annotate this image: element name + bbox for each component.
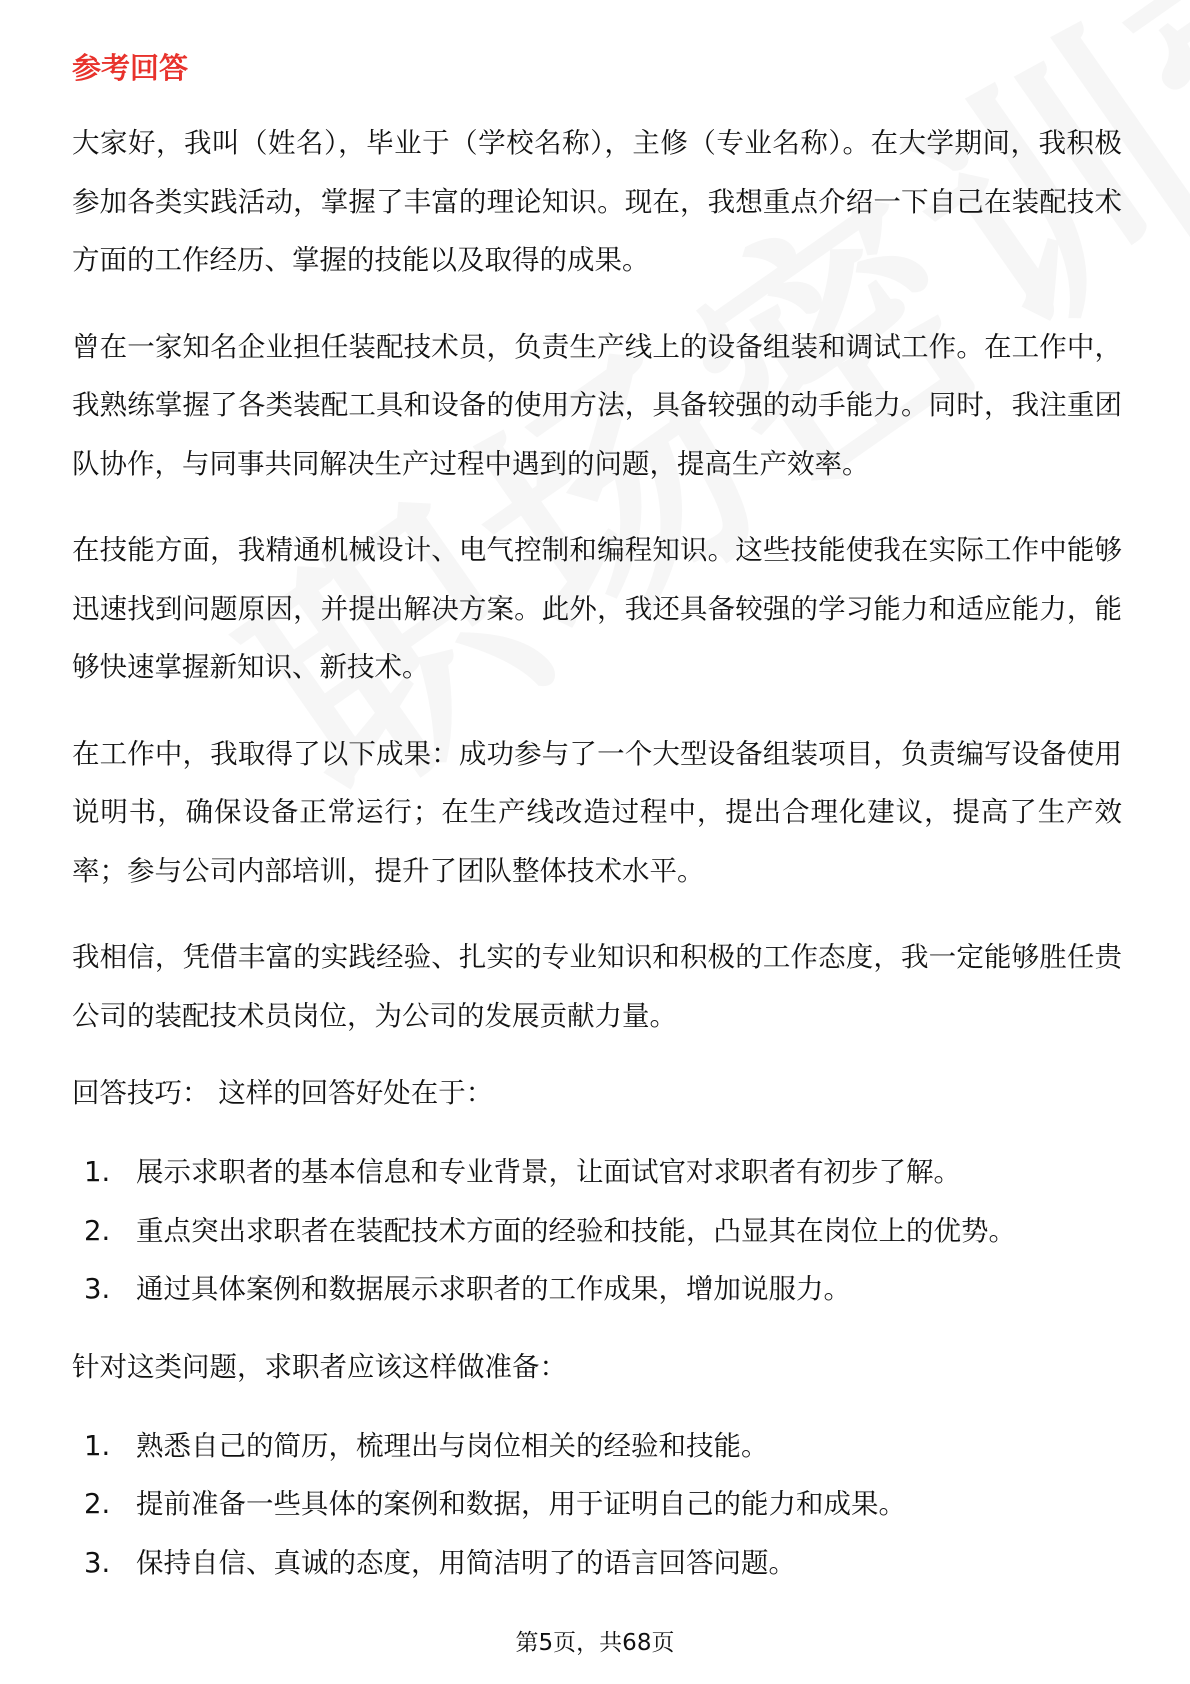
list-text: 通过具体案例和数据展示求职者的工作成果，增加说服力。 bbox=[136, 1273, 851, 1305]
list-text: 重点突出求职者在装配技术方面的经验和技能，凸显其在岗位上的优势。 bbox=[136, 1214, 1016, 1247]
list-number: 1. bbox=[84, 1429, 111, 1462]
paragraph-conclusion: 我相信，凭借丰富的实践经验、扎实的专业知识和积极的工作态度，我一定能够胜任贵公司的装配技术员岗位，为公司的发展贡献力量。 bbox=[72, 941, 1122, 1032]
list-text: 保持自信、真诚的态度，用简洁明了的语言回答问题。 bbox=[136, 1546, 796, 1579]
list-text: 提前准备一些具体的案例和数据，用于证明自己的能力和成果。 bbox=[136, 1488, 906, 1520]
list-item bbox=[84, 1475, 1122, 1534]
list-number: 2. bbox=[84, 1488, 111, 1520]
section-title: 参考回答 bbox=[72, 51, 189, 85]
paragraph-achievements: 在工作中，我取得了以下成果：成功参与了一个大型设备组装项目，负责编写设备使用说明书，确保设备正常运行；在生产线改造过程中，提出合理化建议，提高了生产效率；参与公司内部培训，提升了团队整体技术水平。 bbox=[72, 737, 1122, 887]
page-footer: 第5页，共68页 bbox=[515, 1630, 675, 1656]
list-number: 2. bbox=[84, 1214, 111, 1247]
list-number: 1. bbox=[84, 1156, 111, 1188]
tips-label: 回答技巧： 这样的回答好处在于： bbox=[72, 1077, 494, 1109]
list-item bbox=[84, 1417, 1122, 1476]
list-number: 3. bbox=[84, 1546, 111, 1579]
list-number: 3. bbox=[84, 1273, 111, 1305]
document-content bbox=[72, 48, 1122, 1620]
prep-list bbox=[72, 1417, 1122, 1593]
prep-label: 针对这类问题，求职者应该这样做准备： bbox=[72, 1350, 567, 1383]
list-text: 熟悉自己的简历，梳理出与岗位相关的经验和技能。 bbox=[136, 1429, 769, 1462]
paragraph-intro: 大家好，我叫（姓名），毕业于（学校名称），主修（专业名称）。在大学期间，我积极参加各类实践活动，掌握了丰富的理论知识。现在，我想重点介绍一下自己在装配技术方面的工作经历、掌握的技能以及取得的成果。 bbox=[72, 127, 1122, 276]
list-item bbox=[84, 1534, 1122, 1593]
list-item bbox=[84, 1202, 1122, 1261]
paragraph-experience: 曾在一家知名企业担任装配技术员，负责生产线上的设备组装和调试工作。在工作中，我熟练掌握了各类装配工具和设备的使用方法，具备较强的动手能力。同时，我注重团队协作，与同事共同解决生产过程中遇到的问题，提高生产效率。 bbox=[72, 330, 1122, 480]
list-text: 展示求职者的基本信息和专业背景，让面试官对求职者有初步了解。 bbox=[136, 1156, 961, 1188]
paragraph-skills: 在技能方面，我精通机械设计、电气控制和编程知识。这些技能使我在实际工作中能够迅速找到问题原因，并提出解决方案。此外，我还具备较强的学习能力和适应能力，能够快速掌握新知识、新技术。 bbox=[72, 534, 1122, 683]
list-item bbox=[84, 1143, 1122, 1202]
list-item bbox=[84, 1260, 1122, 1319]
tips-list bbox=[72, 1143, 1122, 1319]
